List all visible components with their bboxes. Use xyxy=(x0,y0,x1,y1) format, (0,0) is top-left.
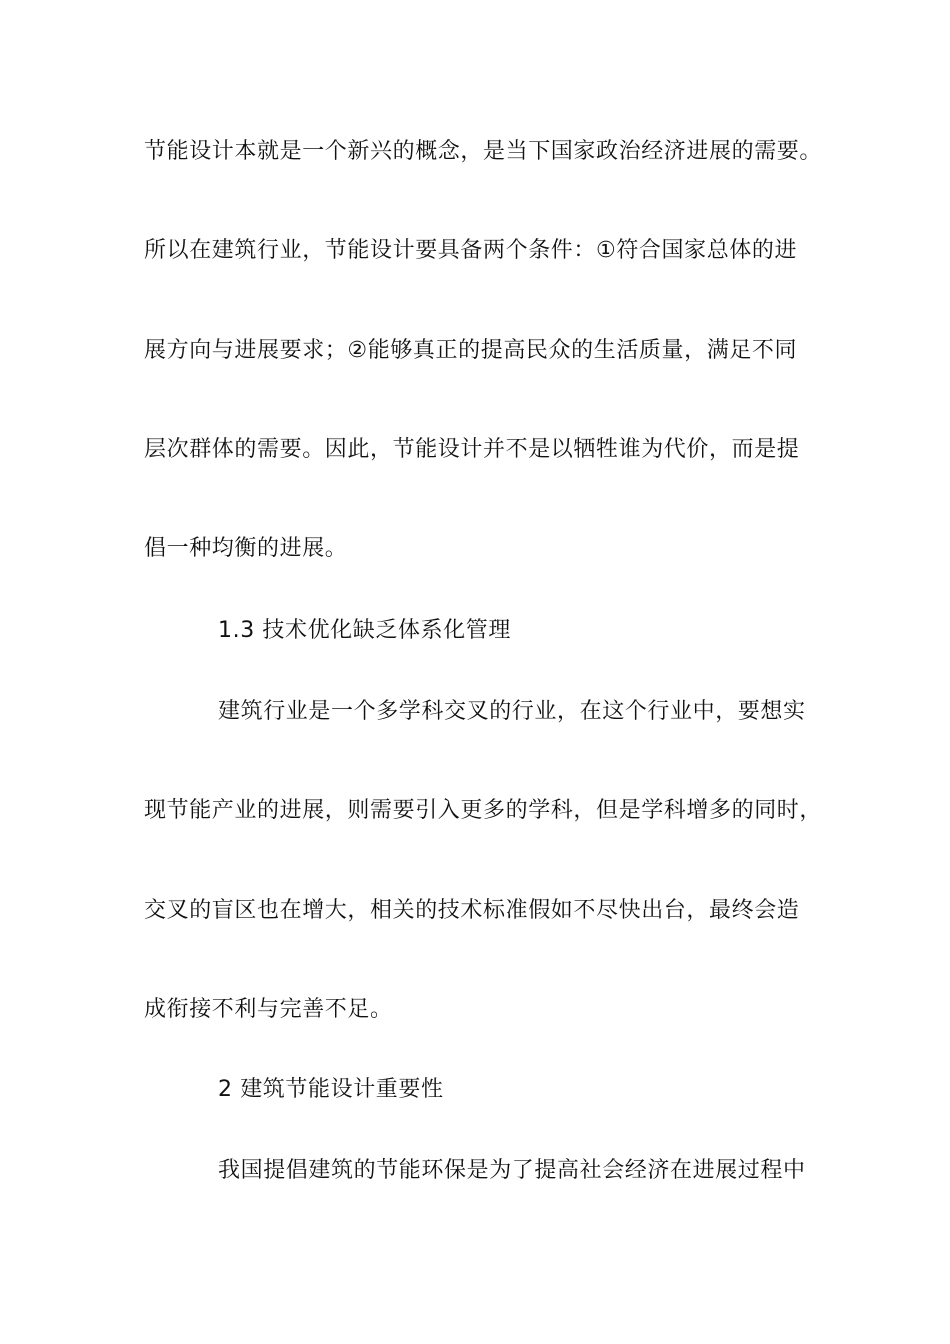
paragraph-line-2: 所以在建筑行业，节能设计要具备两个条件：①符合国家总体的进 xyxy=(144,238,798,263)
paragraph-line-6: 建筑行业是一个多学科交叉的行业，在这个行业中，要想实 xyxy=(218,699,806,724)
section-heading-2: 2 建筑节能设计重要性 xyxy=(218,1077,444,1102)
paragraph-line-7: 现节能产业的进展，则需要引入更多的学科，但是学科增多的同时， xyxy=(144,798,823,823)
paragraph-line-9: 成衔接不利与完善不足。 xyxy=(144,997,393,1022)
paragraph-line-10: 我国提倡建筑的节能环保是为了提高社会经济在进展过程中 xyxy=(218,1158,806,1183)
section-heading-1-3: 1.3 技术优化缺乏体系化管理 xyxy=(218,618,511,643)
paragraph-line-1: 节能设计本就是一个新兴的概念，是当下国家政治经济进展的需要。 xyxy=(144,139,823,164)
paragraph-line-4: 层次群体的需要。因此，节能设计并不是以牺牲谁为代价，而是提 xyxy=(144,437,800,462)
paragraph-line-8: 交叉的盲区也在增大，相关的技术标准假如不尽快出台，最终会造 xyxy=(144,898,800,923)
paragraph-line-5: 倡一种均衡的进展。 xyxy=(144,536,348,561)
paragraph-line-3: 展方向与进展要求；②能够真正的提高民众的生活质量，满足不同 xyxy=(144,338,798,363)
